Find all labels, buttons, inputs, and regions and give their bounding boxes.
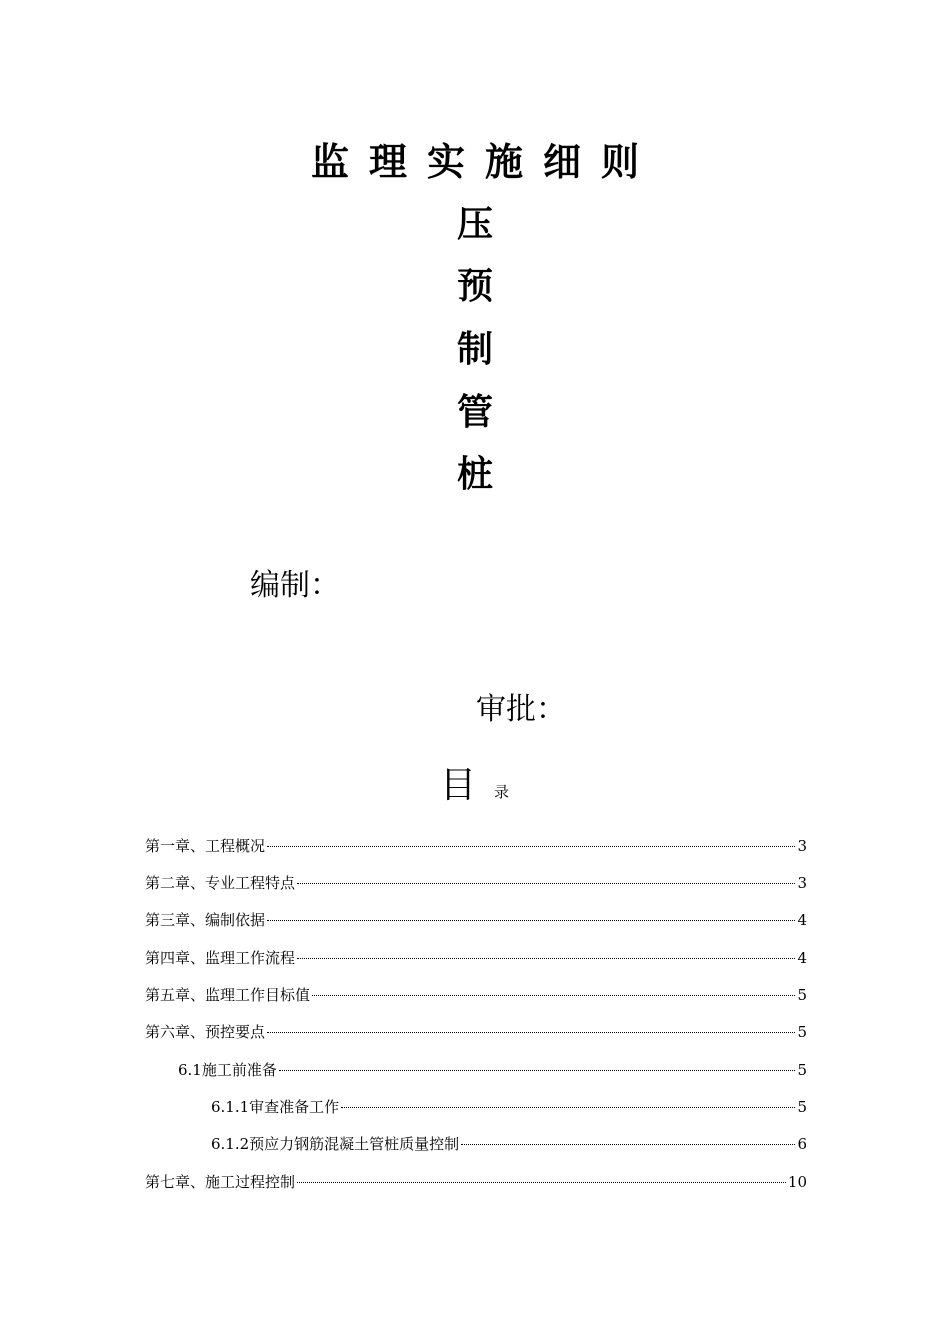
- document-title: 监理实施细则: [310, 139, 659, 184]
- toc-leader-dots: [297, 958, 795, 959]
- toc-entry[interactable]: [145, 1022, 807, 1042]
- toc-entry[interactable]: [145, 948, 807, 968]
- toc-heading: [440, 762, 509, 816]
- toc-leader-dots: [297, 883, 795, 884]
- toc-heading-main: 目: [440, 765, 477, 806]
- subtitle-char-4: 管: [456, 391, 493, 433]
- toc-entry-page: 5: [797, 986, 807, 1004]
- toc-entry-page: 4: [797, 911, 807, 929]
- toc-entry-label: 第四章、监理工作流程: [145, 949, 296, 967]
- toc-entry-page: 5: [797, 1098, 807, 1116]
- toc-entry[interactable]: [145, 910, 807, 930]
- toc-entry-label: 6.1施工前准备: [178, 1061, 277, 1079]
- toc-leader-dots: [267, 1032, 795, 1033]
- subtitle-char-3: 制: [456, 328, 493, 370]
- toc-entry[interactable]: [145, 1172, 807, 1192]
- toc-entry-page: 3: [797, 837, 807, 855]
- toc-entry[interactable]: [145, 985, 807, 1005]
- toc-entry[interactable]: [178, 1060, 807, 1080]
- toc-leader-dots: [341, 1107, 795, 1108]
- toc-entry-page: 3: [797, 874, 807, 892]
- subtitle-char-2: 预: [456, 265, 493, 307]
- toc-entry[interactable]: [211, 1097, 807, 1117]
- toc-entry[interactable]: [145, 836, 807, 856]
- toc-entry-label: 第一章、工程概况: [145, 837, 266, 855]
- toc-entry-label: 第二章、专业工程特点: [145, 874, 296, 892]
- subtitle-char-1: 压: [456, 203, 493, 245]
- toc-leader-dots: [461, 1144, 795, 1145]
- toc-leader-dots: [297, 1182, 786, 1183]
- toc-entry-label: 第三章、编制依据: [145, 911, 266, 929]
- toc-entry-page: 5: [797, 1061, 807, 1079]
- subtitle-char-5: 桩: [456, 453, 493, 495]
- toc-entry[interactable]: [211, 1134, 807, 1154]
- toc-entry-page: 6: [797, 1135, 807, 1153]
- toc-entry-label: 6.1.1审查准备工作: [211, 1098, 340, 1116]
- toc-entry-label: 第五章、监理工作目标值: [145, 986, 311, 1004]
- approved-by-label: 审批：: [476, 692, 566, 727]
- toc-entry-label: 第七章、施工过程控制: [145, 1173, 296, 1191]
- compiled-by-label: 编制：: [250, 568, 340, 603]
- toc-leader-dots: [312, 995, 795, 996]
- toc-entry[interactable]: [145, 873, 807, 893]
- toc-leader-dots: [267, 920, 795, 921]
- toc-leader-dots: [279, 1070, 796, 1071]
- toc-entry-page: 10: [787, 1173, 807, 1191]
- toc-entry-page: 4: [797, 949, 807, 967]
- toc-heading-suffix: 录: [494, 783, 510, 801]
- toc-entry-label: 第六章、预控要点: [145, 1023, 266, 1041]
- toc-entry-label: 6.1.2预应力钢筋混凝土管桩质量控制: [211, 1135, 460, 1153]
- toc-entry-page: 5: [797, 1023, 807, 1041]
- toc-leader-dots: [267, 846, 795, 847]
